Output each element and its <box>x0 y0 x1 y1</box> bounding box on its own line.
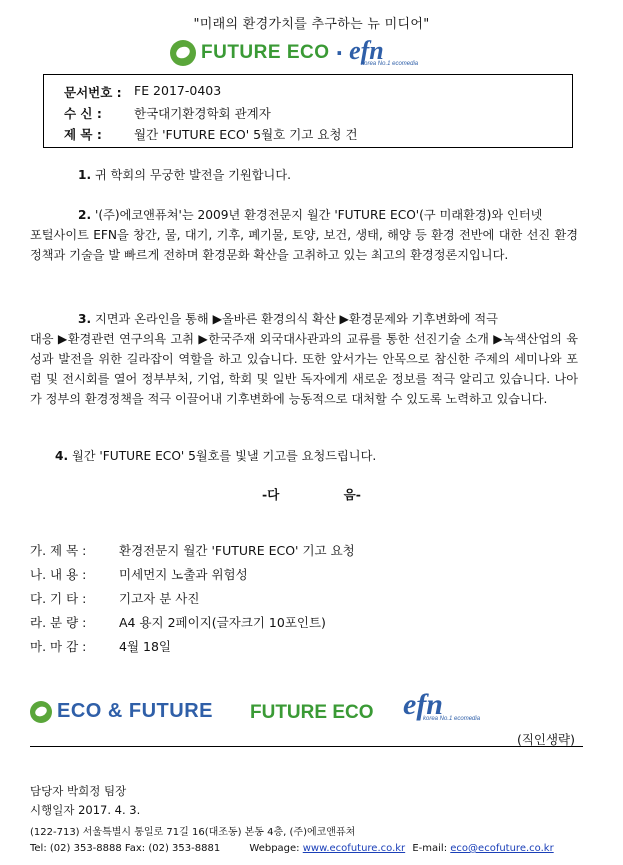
future-eco-logo-bottom: FUTURE ECO <box>250 702 374 723</box>
paragraph-3-first-line <box>30 309 578 329</box>
item-label: 마. 마 감 : <box>30 639 87 654</box>
doc-number-value: FE 2017-0403 <box>134 83 222 98</box>
efn-logo-word: efn <box>403 688 443 721</box>
future-eco-logo: FUTURE ECO <box>201 42 330 63</box>
paragraph-4-text: 월간 'FUTURE ECO' 5월호를 빛낼 기고를 요청드립니다. <box>72 449 377 463</box>
request-items-list <box>30 539 355 659</box>
paragraph-2-first-line <box>30 205 578 225</box>
paragraph-2 <box>30 205 578 265</box>
item-value: 미세먼지 노출과 위험성 <box>119 567 248 582</box>
logo-separator: · <box>335 41 344 65</box>
footer-contact: 담당자 박희정 팀장 <box>30 784 127 798</box>
footer-date: 시행일자 2017. 4. 3. <box>30 803 141 817</box>
efn-logo-word: efn <box>349 35 384 65</box>
paragraph-3-text: 대응 ▶환경관련 연구의욕 고취 ▶한국주재 외국대사관과의 교류를 통한 선진기술 소개 ▶녹색산업의 육성과 발전을 위한 길라잡이 역할을 하고 있습니다. 또한 앞서가는 안목으로 참신한 주제의 세미나와 포럼 및 전시회를 열어 정부부처, 기업, 학회 및 일반 독자에게 새로운 정보를 적극 알리고 있습니다. 나아가 정부의 환경정책을 적극 이끌어내 기후변화에 능동적으로 대처할 수 있도록 노력하고 있습니다. <box>30 332 578 406</box>
email-link[interactable]: eco@ecofuture.co.kr <box>450 843 554 854</box>
paragraph-3 <box>30 309 578 409</box>
item-value: 기고자 분 사진 <box>119 591 200 606</box>
paragraph-3-first-text: 지면과 온라인을 통해 ▶올바른 환경의식 확산 ▶환경문제와 기후변화에 적극 <box>95 312 498 326</box>
paragraph-2-number: 2. <box>78 208 92 222</box>
website-link[interactable]: www.ecofuture.co.kr <box>302 843 406 854</box>
doc-number-row <box>64 83 221 101</box>
recipient-value: 한국대기환경학회 관계자 <box>134 106 271 121</box>
item-label: 라. 분 량 : <box>30 615 87 630</box>
list-item <box>30 635 355 659</box>
footer-web-label: Webpage: <box>249 843 300 854</box>
footer-address: (122-713) 서울특별시 통일로 71길 16(대조동) 본동 4층, (주)에코앤퓨쳐 <box>30 827 356 838</box>
list-item <box>30 539 355 563</box>
leaf-logo-icon <box>30 701 52 723</box>
item-label: 가. 제 목 : <box>30 543 87 558</box>
efn-logo-tagline: korea No.1 ecomedia <box>361 60 419 67</box>
header-logo-row <box>170 35 419 68</box>
item-value: A4 용지 2페이지(글자크기 10포인트) <box>119 615 326 630</box>
paragraph-1-text: 귀 학회의 무궁한 발전을 기원합니다. <box>95 168 291 182</box>
paragraph-4 <box>55 446 575 466</box>
footer-divider <box>30 746 583 747</box>
paragraph-3-number: 3. <box>78 312 92 326</box>
header-slogan: "미래의 환경가치를 추구하는 뉴 미디어" <box>193 17 430 32</box>
item-value: 4월 18일 <box>119 639 171 654</box>
section-title: -다 음- <box>262 487 361 502</box>
list-item <box>30 587 355 611</box>
footer-tel-fax: Tel: (02) 353-8888 Fax: (02) 353-8881 <box>30 843 221 854</box>
recipient-row <box>64 104 271 122</box>
item-value: 환경전문지 월간 'FUTURE ECO' 기고 요청 <box>119 543 355 558</box>
item-label: 나. 내 용 : <box>30 567 87 582</box>
paragraph-4-number: 4. <box>55 449 69 463</box>
list-item <box>30 611 355 635</box>
document-info-box <box>43 74 573 148</box>
subject-value: 월간 'FUTURE ECO' 5월호 기고 요청 건 <box>134 127 358 142</box>
paragraph-2-first-text: '(주)에코앤퓨쳐'는 2009년 환경전문지 월간 'FUTURE ECO'(구 미래환경)와 인터넷 <box>95 208 543 222</box>
subject-row <box>64 125 358 143</box>
efn-logo-tagline: korea No.1 ecomedia <box>423 716 481 722</box>
leaf-logo-icon <box>170 40 196 66</box>
subject-label: 제 목 : <box>64 127 102 142</box>
paragraph-2-text: 포털사이트 EFN을 창간, 물, 대기, 기후, 폐기물, 토양, 보건, 생태, 해양 등 환경 전반에 대한 선진 환경정책과 기술을 발 빠르게 전하며 환경문화 확산을 고취하고 있는 최고의 환경정론지입니다. <box>30 228 578 262</box>
footer-contact-line <box>30 843 590 854</box>
item-label: 다. 기 타 : <box>30 591 87 606</box>
efn-logo-bottom <box>403 688 481 722</box>
seal-omitted-note: (직인생략) <box>516 732 575 747</box>
paragraph-1-number: 1. <box>78 168 92 182</box>
footer-email-label: E-mail: <box>412 843 448 854</box>
efn-logo <box>349 35 419 67</box>
doc-number-label: 문서번호 : <box>64 85 122 100</box>
paragraph-1 <box>78 165 578 185</box>
recipient-label: 수 신 : <box>64 106 102 121</box>
eco-future-logo <box>30 700 213 723</box>
list-item <box>30 563 355 587</box>
eco-future-logo-text: ECO & FUTURE <box>57 700 213 722</box>
